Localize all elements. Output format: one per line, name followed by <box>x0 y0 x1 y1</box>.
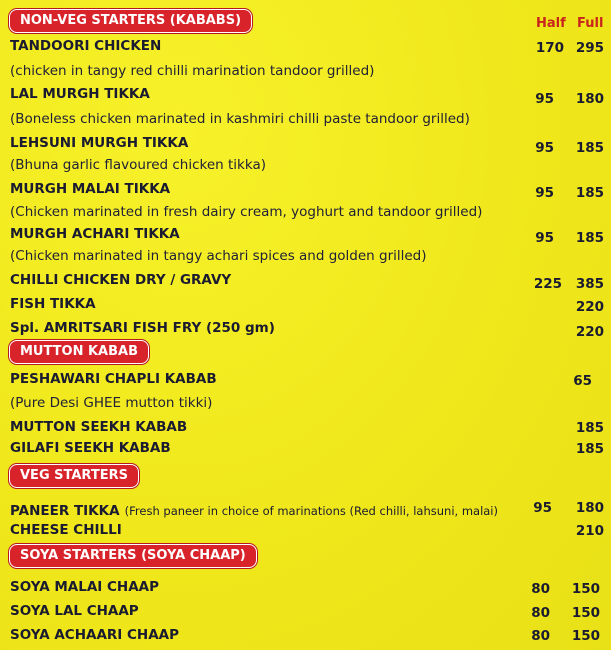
item-lal-murgh-tikka-full: 180 <box>575 91 604 107</box>
item-peshawari-chapli-kabab-name: PESHAWARI CHAPLI KABAB <box>10 371 217 387</box>
item-amritsari-fish-fry-name: Spl. AMRITSARI FISH FRY (250 gm) <box>10 320 275 336</box>
item-mutton-seekh-kabab-name: MUTTON SEEKH KABAB <box>10 419 188 435</box>
section-veg-starters: VEG STARTERS <box>9 464 139 488</box>
item-chilli-chicken-full: 385 <box>575 276 604 292</box>
item-paneer-tikka-name: PANEER TIKKA <box>10 503 120 519</box>
item-fish-tikka-full: 220 <box>575 299 604 315</box>
item-lal-murgh-tikka-desc: (Boneless chicken marinated in kashmiri chilli paste tandoor grilled) <box>10 111 470 127</box>
item-peshawari-chapli-kabab-full: 65 <box>573 373 592 389</box>
item-tandoori-chicken-full: 295 <box>575 40 604 56</box>
half-header: Half <box>536 16 566 31</box>
item-murgh-malai-tikka-name: MURGH MALAI TIKKA <box>10 181 171 197</box>
item-lal-murgh-tikka-name: LAL MURGH TIKKA <box>10 86 150 102</box>
item-lal-murgh-tikka-half: 95 <box>535 91 554 107</box>
item-soya-lal-chaap-name: SOYA LAL CHAAP <box>10 603 139 619</box>
item-soya-malai-chaap-name: SOYA MALAI CHAAP <box>10 579 160 595</box>
item-murgh-achari-tikka-desc: (Chicken marinated in tangy achari spices and golden grilled) <box>10 248 427 264</box>
section-nonveg-starters: NON-VEG STARTERS (KABABS) <box>9 9 252 33</box>
section-soya-starters: SOYA STARTERS (SOYA CHAAP) <box>9 544 257 568</box>
item-fish-tikka-name: FISH TIKKA <box>10 296 96 312</box>
item-soya-achaari-chaap-full: 150 <box>571 628 600 644</box>
item-soya-malai-chaap-full: 150 <box>571 581 600 597</box>
item-lehsuni-murgh-tikka-desc: (Bhuna garlic flavoured chicken tikka) <box>10 157 266 173</box>
item-murgh-achari-tikka-half: 95 <box>535 230 554 246</box>
item-soya-achaari-chaap-half: 80 <box>531 628 550 644</box>
item-soya-lal-chaap-full: 150 <box>571 605 600 621</box>
item-cheese-chilli-full: 210 <box>575 523 604 539</box>
item-gilafi-seekh-kabab-full: 185 <box>575 441 604 457</box>
section-mutton-kabab: MUTTON KABAB <box>9 340 149 364</box>
item-paneer-tikka-row <box>10 500 498 519</box>
item-murgh-malai-tikka-full: 185 <box>575 185 604 201</box>
item-murgh-achari-tikka-full: 185 <box>575 230 604 246</box>
item-lehsuni-murgh-tikka-name: LEHSUNI MURGH TIKKA <box>10 135 189 151</box>
item-tandoori-chicken-desc: (chicken in tangy red chilli marination tandoor grilled) <box>10 63 375 79</box>
item-murgh-malai-tikka-desc: (Chicken marinated in fresh dairy cream, yoghurt and tandoor grilled) <box>10 204 483 220</box>
item-paneer-tikka-full: 180 <box>575 500 604 516</box>
item-soya-malai-chaap-half: 80 <box>531 581 550 597</box>
item-paneer-tikka-desc: (Fresh paneer in choice of marinations (Red chilli, lahsuni, malai) <box>124 504 498 518</box>
item-soya-lal-chaap-half: 80 <box>531 605 550 621</box>
item-cheese-chilli-name: CHEESE CHILLI <box>10 522 122 538</box>
item-chilli-chicken-name: CHILLI CHICKEN DRY / GRAVY <box>10 272 232 288</box>
item-paneer-tikka-half: 95 <box>533 500 552 516</box>
item-peshawari-chapli-kabab-desc: (Pure Desi GHEE mutton tikki) <box>10 395 213 411</box>
item-tandoori-chicken-name: TANDOORI CHICKEN <box>10 38 162 54</box>
item-chilli-chicken-half: 225 <box>533 276 562 292</box>
item-gilafi-seekh-kabab-name: GILAFI SEEKH KABAB <box>10 440 171 456</box>
item-lehsuni-murgh-tikka-full: 185 <box>575 140 604 156</box>
item-lehsuni-murgh-tikka-half: 95 <box>535 140 554 156</box>
item-tandoori-chicken-half: 170 <box>535 40 564 56</box>
item-murgh-malai-tikka-half: 95 <box>535 185 554 201</box>
item-murgh-achari-tikka-name: MURGH ACHARI TIKKA <box>10 226 180 242</box>
full-header: Full <box>577 16 604 31</box>
item-mutton-seekh-kabab-full: 185 <box>575 420 604 436</box>
item-amritsari-fish-fry-full: 220 <box>575 324 604 340</box>
item-soya-achaari-chaap-name: SOYA ACHAARI CHAAP <box>10 627 180 643</box>
